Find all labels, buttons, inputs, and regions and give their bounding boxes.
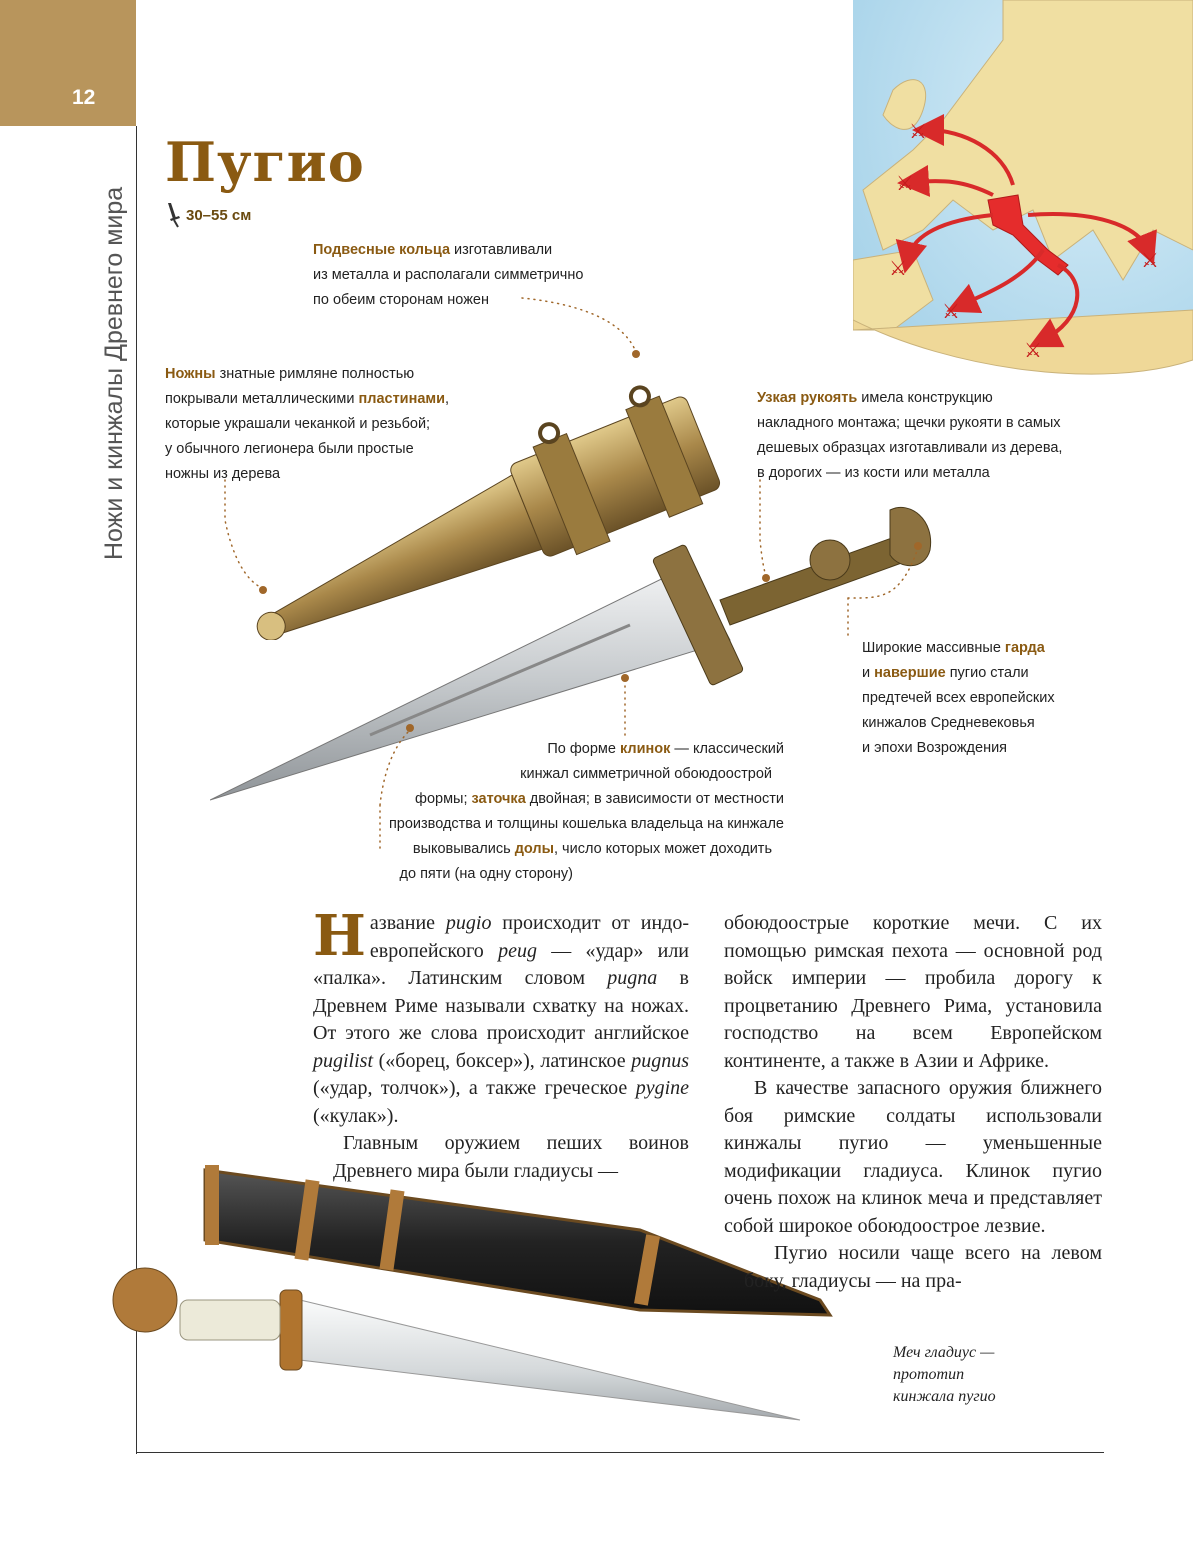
note-text: предтечей всех европейских bbox=[862, 690, 1055, 706]
drop-cap: Н bbox=[313, 903, 366, 969]
note-text: накладного монтажа; щечки рукояти в самых bbox=[757, 415, 1061, 431]
note-text: из металла и располагали симметрично bbox=[313, 267, 584, 283]
note-text: и bbox=[862, 665, 875, 681]
note-text: по обеим сторонам ножен bbox=[313, 292, 489, 308]
note-blade bbox=[360, 737, 784, 887]
body-paragraph bbox=[313, 903, 689, 1130]
note-text: , число которых может доходить bbox=[553, 841, 772, 857]
note-term: Подвесные кольца bbox=[313, 242, 451, 258]
body-text: («кулак»). bbox=[313, 1104, 399, 1127]
sword-marker-icon: ⚔ bbox=[889, 256, 907, 280]
running-title: Ножи и кинжалы Древнего мира bbox=[100, 186, 128, 560]
note-text: ножны из дерева bbox=[165, 466, 281, 482]
note-text: двойная; в зависимости от местности bbox=[525, 791, 784, 807]
body-paragraph: Пугио носили чаще всего на левом боку, гладиусы — на пра- bbox=[744, 1242, 1102, 1292]
body-italic: pugilist bbox=[313, 1049, 374, 1072]
body-italic: pygine bbox=[635, 1077, 689, 1099]
note-term: пластинами bbox=[358, 391, 446, 407]
sword-marker-icon: ⚔ bbox=[942, 299, 960, 323]
page-tab bbox=[0, 0, 136, 126]
note-text: знатные римляне полностью bbox=[215, 366, 415, 382]
sword-marker-icon: ⚔ bbox=[909, 119, 927, 143]
page-number: 12 bbox=[72, 86, 96, 109]
caption-line: Меч гладиус — bbox=[893, 1344, 995, 1361]
note-text: выковывались bbox=[412, 841, 515, 857]
note-term: навершие bbox=[874, 665, 946, 681]
note-suspension-rings bbox=[313, 238, 583, 313]
body-text: («борец, боксер»), латинское bbox=[373, 1049, 632, 1072]
body-text: азвание bbox=[369, 912, 446, 934]
note-text: которые украшали чеканкой и резьбой; bbox=[165, 416, 431, 432]
note-term: заточка bbox=[471, 791, 526, 807]
body-text: — «удар» или «палка». Латинским словом bbox=[313, 939, 689, 989]
note-text: кинжалов Средневековья bbox=[862, 715, 1035, 731]
note-text: до пяти (на одну сторону) bbox=[399, 866, 573, 882]
note-text: По форме bbox=[547, 741, 620, 757]
note-text: имела конструкцию bbox=[857, 390, 993, 406]
body-italic: pugna bbox=[607, 967, 658, 989]
body-paragraph: В качестве запасного оружия ближнего боя римские солдаты использовали кинжалы пугио — уменьшенные модификации гладиуса. Клинок пугио очень похож на клинок меча и представляет собой широкое обоюдоострое лезвие. bbox=[724, 1077, 1102, 1237]
note-text: производства и толщины кошелька владельца на кинжале bbox=[388, 816, 784, 832]
body-italic: pugnus bbox=[631, 1049, 689, 1072]
body-paragraph: обоюдоострые короткие мечи. С их помощью римская пехота — основной род войск империи — пробила дорогу к процветанию Древнего Рима, установила господство на всем Европейском континенте, а также в Азии и Африке. bbox=[724, 912, 1102, 1072]
europe-map bbox=[853, 0, 1193, 380]
body-italic: peug bbox=[498, 939, 537, 962]
note-text: покрывали металлическими bbox=[165, 391, 359, 407]
note-grip bbox=[757, 386, 1062, 486]
note-text: кинжал симметричной обоюдоострой bbox=[520, 766, 772, 782]
note-text: и эпохи Возрождения bbox=[862, 740, 1008, 756]
sword-marker-icon: ⚔ bbox=[1141, 248, 1159, 272]
note-term: гарда bbox=[1004, 640, 1045, 656]
note-text: — классический bbox=[670, 741, 784, 757]
note-text: пугио стали bbox=[945, 665, 1029, 681]
note-guard-pommel bbox=[862, 636, 1055, 761]
caption-line: кинжала пугио bbox=[893, 1388, 996, 1405]
note-term: клинок bbox=[619, 741, 671, 757]
note-term: Ножны bbox=[165, 366, 216, 382]
gladius-caption bbox=[893, 1342, 996, 1408]
body-paragraph: Главным оружием пеших воинов Древнего мира были гладиусы — bbox=[333, 1132, 689, 1182]
note-scabbard bbox=[165, 362, 449, 487]
body-column-left bbox=[313, 903, 689, 1185]
dagger-size-icon bbox=[165, 202, 183, 228]
note-term: долы bbox=[514, 841, 554, 857]
note-text: изготавливали bbox=[450, 242, 553, 258]
page-title: Пугио bbox=[165, 130, 365, 194]
note-term: Узкая рукоять bbox=[757, 390, 858, 406]
body-italic: pugio bbox=[445, 912, 492, 934]
body-text: в Древнем Риме называли схватку на ножах. От этого же слова происходит английское bbox=[313, 967, 689, 1044]
note-text: , bbox=[445, 391, 450, 407]
caption-line: прототип bbox=[893, 1366, 965, 1383]
size-range: 30–55 см bbox=[186, 207, 252, 224]
note-text: формы; bbox=[415, 791, 472, 807]
body-text: происходит от индо-европейского bbox=[369, 912, 689, 962]
note-text: дешевых образцах изготавливали из дерева, bbox=[757, 440, 1063, 456]
sword-marker-icon: ⚔ bbox=[1024, 338, 1042, 362]
note-text: в дорогих — из кости или металла bbox=[757, 465, 990, 481]
body-column-right bbox=[724, 910, 1102, 1295]
sword-marker-icon: ⚔ bbox=[896, 171, 914, 195]
note-text: Широкие массивные bbox=[862, 640, 1005, 656]
body-text: («удар, толчок»), а также греческое bbox=[313, 1077, 636, 1099]
bottom-rule bbox=[136, 1452, 1104, 1453]
note-text: у обычного легионера были простые bbox=[165, 441, 414, 457]
